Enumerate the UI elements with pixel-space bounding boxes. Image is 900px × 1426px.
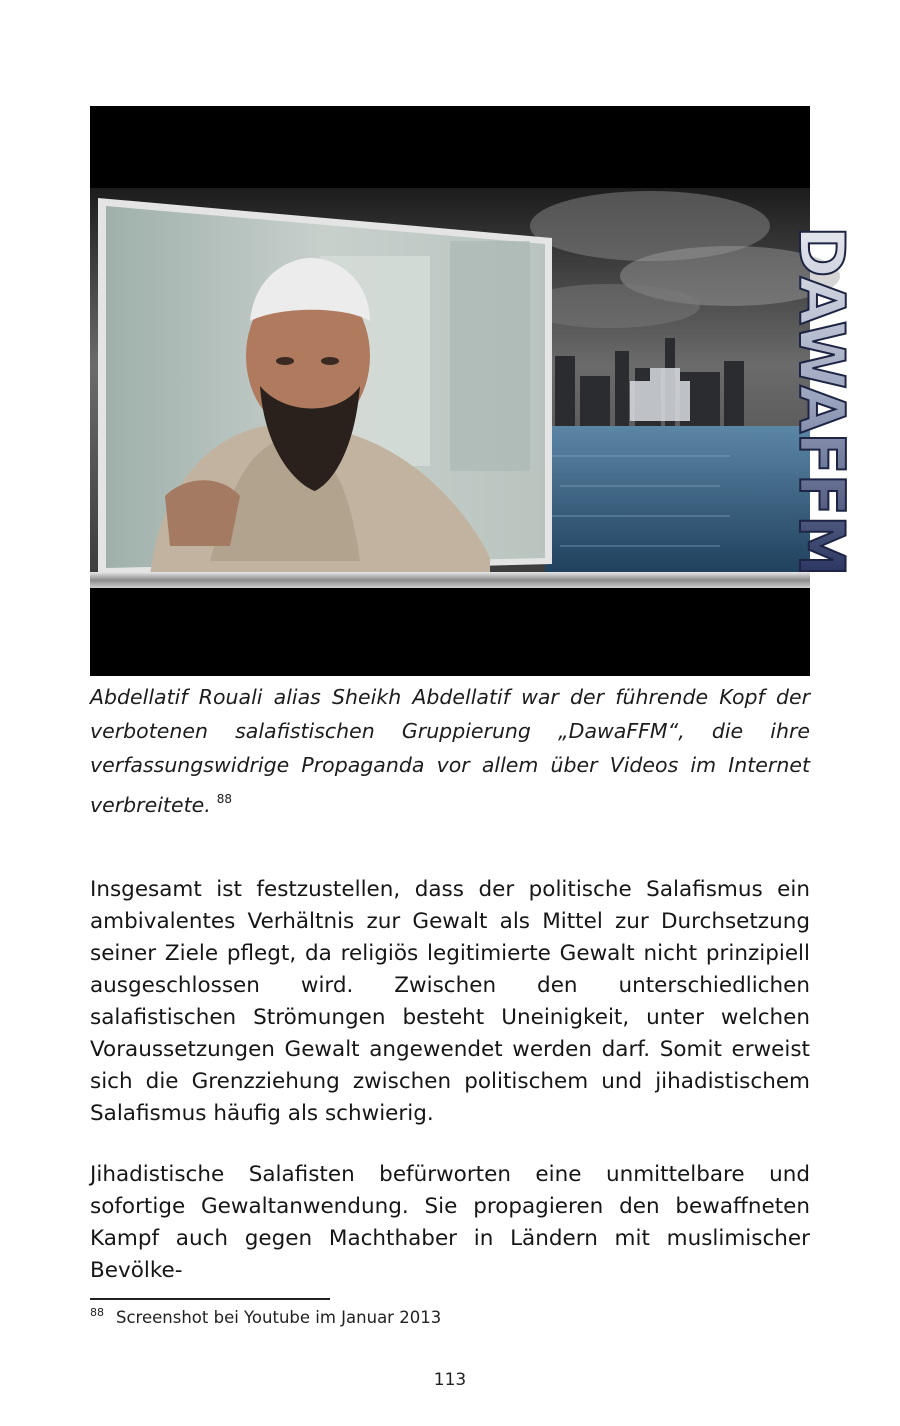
- body-paragraph-1: Insgesamt ist festzustellen, dass der politische Salafismus ein ambivalentes Verhältnis zur Gewalt als Mittel zur Durchsetzung seiner Ziele pflegt, da religiös legitimierte Gewalt nicht prinzipiell ausgeschlossen wird. Zwischen den unterschiedlichen salafistischen Strömungen besteht Uneinigkeit, unter welchen Voraussetzungen Gewalt angewendet werden darf. Somit erweist sich die Grenzziehung zwischen politischem und jihadistischem Salafismus häufig als schwierig.: [90, 877, 810, 1126]
- page-number: 113: [433, 1370, 467, 1390]
- caption-text: Abdellatif Rouali alias Sheikh Abdellatif war der führende Kopf der verbotenen salafistischen Gruppierung „DawaFFM“, die ihre verfassungswidrige Propaganda vor allem über Videos im Internet verbreitete.: [90, 685, 810, 817]
- figure-caption: [90, 680, 810, 822]
- body-paragraph-2: Jihadistische Salafisten befürworten eine unmittelbare und sofortige Gewaltanwendung. Sie propagieren den bewaffneten Kampf auch gegen Machthaber in Ländern mit muslimischer Bevölke-: [90, 1162, 810, 1283]
- caption-footnote-ref[interactable]: 88: [216, 792, 233, 806]
- footnote: [90, 1301, 441, 1330]
- footnote-divider: [90, 1298, 330, 1300]
- video-still-image: [90, 106, 858, 676]
- video-screenshot-figure: [90, 106, 858, 676]
- footnote-text: Screenshot bei Youtube im Januar 2013: [116, 1308, 442, 1327]
- dawaffm-logo: DAWAFFM: [785, 226, 858, 576]
- footnote-number: 88: [90, 1306, 104, 1319]
